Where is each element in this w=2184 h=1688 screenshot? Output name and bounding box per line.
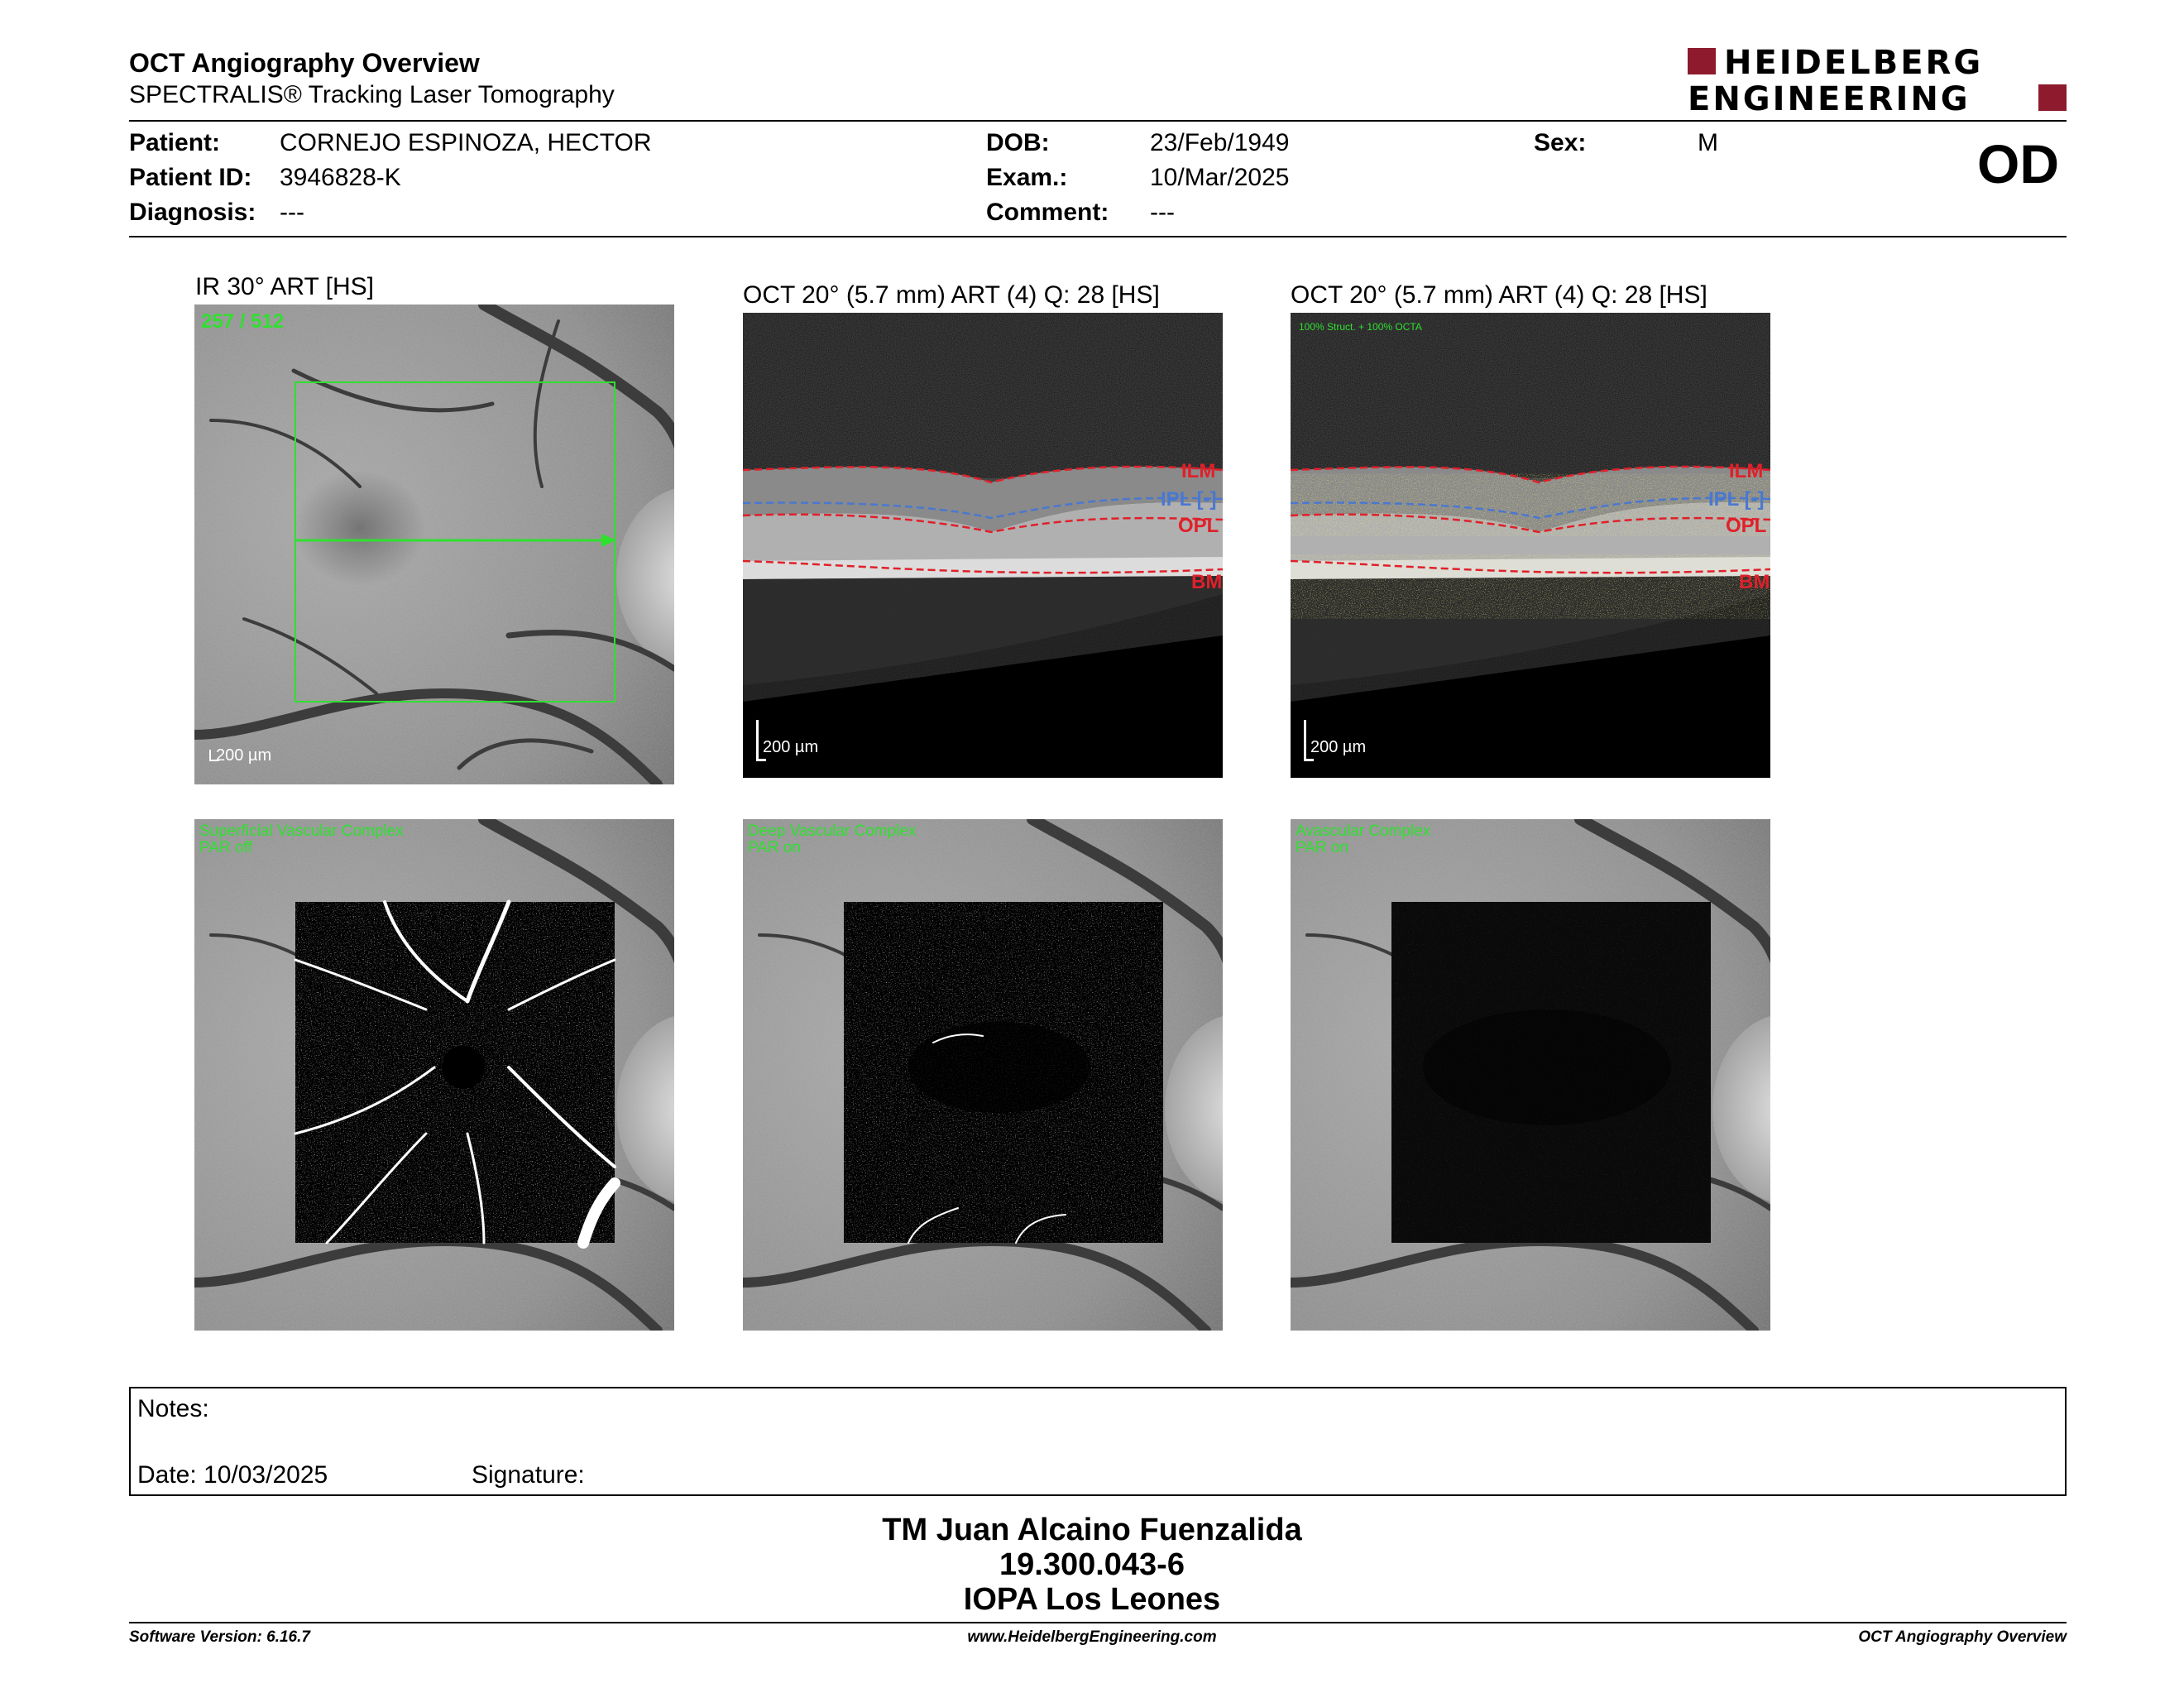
slab-name: Avascular Complex [1296,822,1431,840]
layer-label-bm: BM [1191,571,1223,593]
dob-value: 23/Feb/1949 [1150,129,1290,156]
sex-value: M [1698,129,1718,156]
octa-bscan-image [1291,313,1770,778]
signature-field: Signature: [472,1461,585,1489]
dob-label: DOB: [986,129,1050,156]
par-status: PAR on [1296,839,1349,856]
oct-bscan-image [743,313,1223,778]
software-version: Software Version: 6.16.7 [129,1628,310,1646]
logo-line-1: HEIDELBERG [1724,44,1984,82]
octa-bscan-caption: OCT 20° (5.7 mm) ART (4) Q: 28 [HS] [1291,281,1707,309]
patient-label: Patient: [129,129,221,156]
signer-rut: 19.300.043-6 [999,1547,1185,1582]
notes-box[interactable] [129,1387,2067,1496]
logo-line-2: ENGINEERING [1688,80,1971,118]
oct-bscan-caption: OCT 20° (5.7 mm) ART (4) Q: 28 [HS] [743,281,1160,309]
layer-label-opl: OPL [1726,515,1767,537]
avascular-angiogram-image [1291,819,1770,1331]
svc-angiogram-image [194,819,674,1331]
diagnosis-label: Diagnosis: [129,199,256,226]
footer-divider [129,1622,2067,1623]
layer-label-bm: BM [1739,571,1770,593]
scale-bar [1304,720,1306,761]
signer-institution: IOPA Los Leones [963,1582,1221,1617]
sex-label: Sex: [1534,129,1587,156]
slab-name: Deep Vascular Complex [748,822,917,840]
overlay-mix-label: 100% Struct. + 100% OCTA [1299,321,1422,333]
slab-name: Superficial Vascular Complex [199,822,404,840]
scale-label: 200 µm [763,738,819,756]
website-link[interactable]: www.HeidelbergEngineering.com [967,1628,1217,1646]
scale-bar [756,720,759,761]
scale-label: 200 µm [216,746,272,765]
eye-laterality: OD [1977,133,2059,194]
date-field: Date: 10/03/2025 [137,1461,328,1489]
heidelberg-logo [1688,46,2068,116]
comment-label: Comment: [986,199,1109,226]
par-status: PAR off [199,839,252,856]
report-title: OCT Angiography Overview [129,48,480,78]
footer-report-name: OCT Angiography Overview [1858,1628,2067,1646]
layer-label-opl: OPL [1178,515,1219,537]
dvc-angiogram-image [743,819,1223,1331]
notes-label: Notes: [137,1395,209,1422]
diagnosis-value: --- [280,199,304,226]
patient-divider [129,236,2067,237]
report-subtitle: SPECTRALIS® Tracking Laser Tomography [129,81,615,108]
layer-label-ilm: ILM [1729,460,1764,482]
comment-value: --- [1150,199,1175,226]
signer-name: TM Juan Alcaino Fuenzalida [882,1513,1302,1547]
layer-label-ipl: IPL [-] [1161,488,1217,511]
par-status: PAR on [748,839,802,856]
exam-value: 10/Mar/2025 [1150,164,1290,191]
layer-label-ipl: IPL [-] [1708,488,1765,511]
patient-id-label: Patient ID: [129,164,252,191]
ir-caption: IR 30° ART [HS] [195,273,374,300]
patient-id: 3946828-K [280,164,401,191]
patient-name: CORNEJO ESPINOZA, HECTOR [280,129,652,156]
scale-label: 200 µm [1310,738,1367,756]
ir-fundus-image [194,305,674,784]
exam-label: Exam.: [986,164,1068,191]
slice-indicator: 257 / 512 [201,310,285,333]
layer-label-ilm: ILM [1181,460,1216,482]
header-divider [129,120,2067,122]
